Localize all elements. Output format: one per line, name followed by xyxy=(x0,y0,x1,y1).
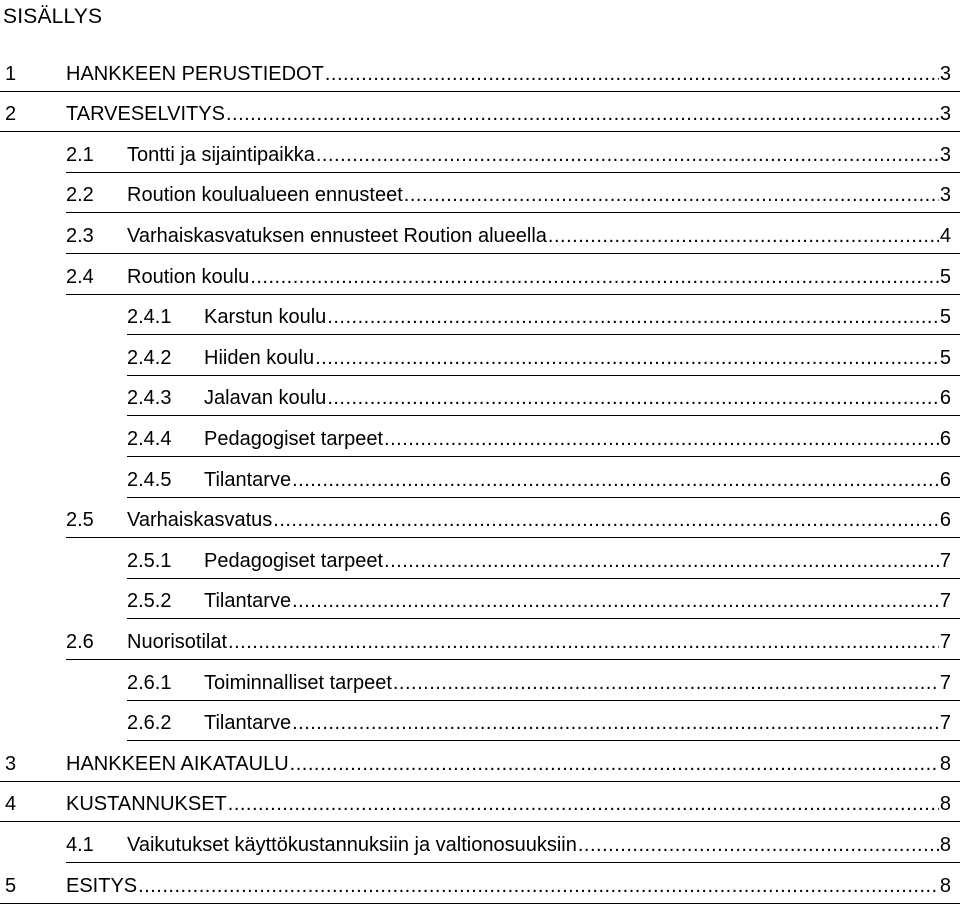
toc-dot-leader xyxy=(292,468,939,492)
toc-dot-leader xyxy=(327,305,939,329)
toc-entry-page: 3 xyxy=(939,184,951,207)
toc-dot-leader xyxy=(578,833,939,857)
toc-entry-2-4[interactable] xyxy=(0,254,960,295)
toc-entry-page: 7 xyxy=(939,712,951,735)
toc-entry-number: 2.5.2 xyxy=(127,590,172,613)
toc-entry-page: 8 xyxy=(939,752,951,775)
toc-entry-2-5[interactable] xyxy=(0,498,960,539)
toc-entry-page: 7 xyxy=(939,549,951,572)
toc-entry-text: Pedagogiset tarpeet xyxy=(204,549,384,572)
toc-entry-number: 5 xyxy=(5,874,17,897)
toc-entry-2-4-1[interactable] xyxy=(0,295,960,336)
toc-entry-text: Varhaiskasvatus xyxy=(127,509,273,532)
toc-dot-leader xyxy=(327,386,939,410)
toc-dot-leader xyxy=(138,874,939,898)
toc-entry-page: 7 xyxy=(939,590,951,613)
toc-entry-page: 5 xyxy=(939,346,951,369)
toc-dot-leader xyxy=(325,62,939,86)
toc-entry-text: Vaikutukset käyttökustannuksiin ja valtionosuuksiin xyxy=(127,833,577,856)
toc-dot-leader xyxy=(290,752,939,776)
toc-entry-number: 2.6 xyxy=(66,630,94,653)
toc-entry-page: 6 xyxy=(939,387,951,410)
toc-entry-2-1[interactable] xyxy=(0,132,960,173)
toc-entry-2-4-3[interactable] xyxy=(0,376,960,417)
toc-entry-page: 6 xyxy=(939,427,951,450)
toc-entry-4[interactable] xyxy=(0,782,960,823)
toc-dot-leader xyxy=(404,183,939,207)
toc-entry-text: Pedagogiset tarpeet xyxy=(204,427,384,450)
toc-entry-text: Roution koulu xyxy=(127,265,250,288)
toc-entry-text: Nuorisotilat xyxy=(127,630,228,653)
toc-entry-number: 2.6.2 xyxy=(127,712,172,735)
toc-dot-leader xyxy=(316,143,939,167)
toc-entry-page: 6 xyxy=(939,468,951,491)
toc-entry-text: TARVESELVITYS xyxy=(66,103,225,126)
toc-entry-number: 2 xyxy=(5,103,17,126)
toc-entry-number: 2.4.4 xyxy=(127,427,172,450)
toc-dot-leader xyxy=(228,792,939,816)
toc-entry-page: 6 xyxy=(939,509,951,532)
toc-dot-leader xyxy=(384,549,939,573)
toc-entry-page: 8 xyxy=(939,833,951,856)
toc-entry-number: 2.4.1 xyxy=(127,306,172,329)
toc-entry-text: HANKKEEN PERUSTIEDOT xyxy=(66,62,324,85)
toc-entry-page: 3 xyxy=(939,143,951,166)
toc-entry-number: 2.4.3 xyxy=(127,387,172,410)
toc-dot-leader xyxy=(315,346,939,370)
toc-entry-2-6-2[interactable] xyxy=(0,701,960,742)
toc-entry-5[interactable] xyxy=(0,863,960,904)
toc-dot-leader xyxy=(384,427,939,451)
toc-entry-page: 4 xyxy=(939,224,951,247)
toc-entry-number: 2.3 xyxy=(66,224,94,247)
toc-entry-page: 5 xyxy=(939,265,951,288)
toc-entry-number: 2.1 xyxy=(66,143,94,166)
toc-entry-page: 5 xyxy=(939,306,951,329)
toc-entry-text: Karstun koulu xyxy=(204,306,327,329)
toc-entry-number: 2.5 xyxy=(66,509,94,532)
toc-entry-text: Jalavan koulu xyxy=(204,387,327,410)
toc-entry-text: Tontti ja sijaintipaikka xyxy=(127,143,315,166)
toc-entry-4-1[interactable] xyxy=(0,822,960,863)
toc-entry-number: 2.4 xyxy=(66,265,94,288)
toc-entry-text: Toiminnalliset tarpeet xyxy=(204,671,392,694)
toc-entry-number: 2.5.1 xyxy=(127,549,172,572)
toc-dot-leader xyxy=(292,589,939,613)
toc-dot-leader xyxy=(273,508,939,532)
toc-entry-text: HANKKEEN AIKATAULU xyxy=(66,752,289,775)
toc-dot-leader xyxy=(548,224,939,248)
toc-dot-leader xyxy=(292,711,939,735)
toc-entry-number: 2.2 xyxy=(66,184,94,207)
toc-dot-leader xyxy=(228,630,939,654)
toc-entry-2-4-4[interactable] xyxy=(0,416,960,457)
toc-entry-text: Tilantarve xyxy=(204,712,292,735)
toc-dot-leader xyxy=(226,102,939,126)
toc-entry-underline xyxy=(0,903,960,904)
toc-entry-2-4-2[interactable] xyxy=(0,335,960,376)
toc-entry-text: Tilantarve xyxy=(204,590,292,613)
toc-entry-text: Roution koulualueen ennusteet xyxy=(127,184,403,207)
toc-entry-page: 7 xyxy=(939,630,951,653)
toc-entry-page: 8 xyxy=(939,793,951,816)
toc-entry-2-4-5[interactable] xyxy=(0,457,960,498)
toc-entry-page: 3 xyxy=(939,62,951,85)
toc-entry-2-5-2[interactable] xyxy=(0,579,960,620)
toc-entry-1[interactable] xyxy=(0,51,960,92)
toc-entry-2-2[interactable] xyxy=(0,173,960,214)
toc-entry-number: 2.4.5 xyxy=(127,468,172,491)
toc-entry-text: Tilantarve xyxy=(204,468,292,491)
toc-entry-2-6[interactable] xyxy=(0,619,960,660)
toc-entry-text: Varhaiskasvatuksen ennusteet Roution alueella xyxy=(127,224,547,247)
toc-entry-number: 2.4.2 xyxy=(127,346,172,369)
toc-entry-number: 3 xyxy=(5,752,17,775)
toc-entry-page: 3 xyxy=(939,103,951,126)
toc-entry-text: Hiiden koulu xyxy=(204,346,315,369)
toc-entry-number: 1 xyxy=(5,62,17,85)
toc-entry-number: 4 xyxy=(5,793,17,816)
toc-dot-leader xyxy=(250,265,939,289)
toc-entry-2[interactable] xyxy=(0,92,960,133)
toc-entry-page: 7 xyxy=(939,671,951,694)
toc-entry-number: 4.1 xyxy=(66,833,94,856)
toc-dot-leader xyxy=(393,671,939,695)
document-title: SISÄLLYS xyxy=(3,5,103,28)
toc-entry-3[interactable] xyxy=(0,741,960,782)
toc-entry-text: ESITYS xyxy=(66,874,138,897)
toc-entry-2-6-1[interactable] xyxy=(0,660,960,701)
toc-entry-page: 8 xyxy=(939,874,951,897)
toc-entry-2-3[interactable] xyxy=(0,213,960,254)
toc-entry-number: 2.6.1 xyxy=(127,671,172,694)
toc-entry-2-5-1[interactable] xyxy=(0,538,960,579)
toc-entry-text: KUSTANNUKSET xyxy=(66,793,227,816)
